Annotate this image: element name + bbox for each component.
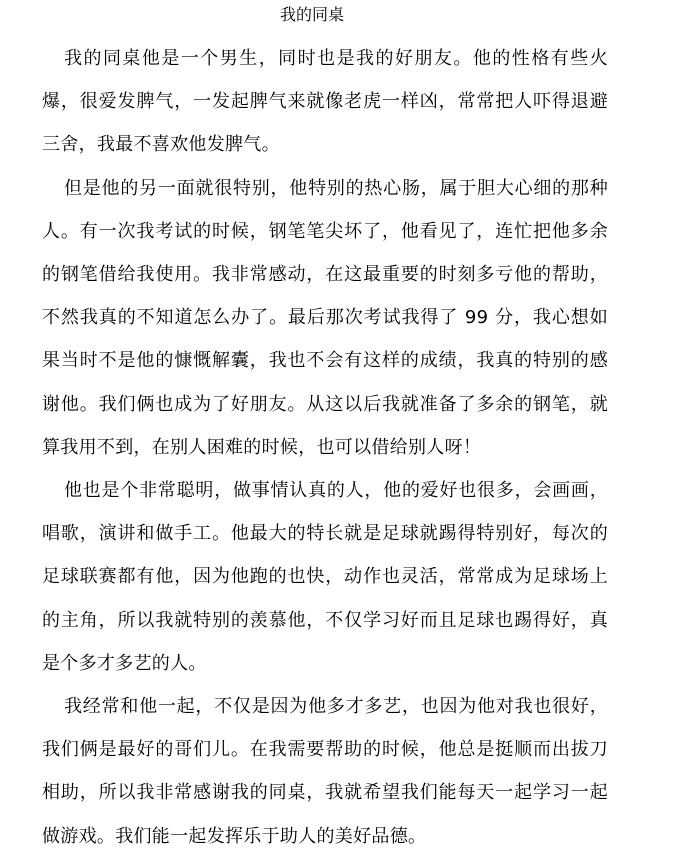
paragraph: 我经常和他一起，不仅是因为他多才多艺，也因为他对我也很好，我们俩是最好的哥们儿。在我需要帮助的时候，他总是挺顺而出拔刀相助，所以我非常感谢我的同桌，我就希望我们能每天一起学习一起做游戏。我们能一起发挥乐于助人的美好品德。 xyxy=(42,696,608,847)
paragraph: 他也是个非常聪明，做事情认真的人，他的爱好也很多，会画画，唱歌，演讲和做手工。他最大的特长就是足球就踢得特别好，每次的足球联赛都有他，因为他跑的也快，动作也灵活，常常成为足球场上的主角，所以我就特别的羡慕他，不仅学习好而且足球也踢得好，真是个多才多艺的人。 xyxy=(42,480,608,674)
document-body xyxy=(42,37,608,858)
paragraph: 但是他的另一面就很特别，他特别的热心肠，属于胆大心细的那种人。有一次我考试的时候，钢笔笔尖坏了，他看见了，连忙把他多余的钢笔借给我使用。我非常感动，在这最重要的时刻多亏他的帮助，不然我真的不知道怎么办了。最后那次考试我得了 99 分，我心想如果当时不是他的慷慨解囊，我也不会有这样的成绩，我真的特别的感谢他。我们俩也成为了好朋友。从这以后我就准备了多余的钢笔，就算我用不到，在别人困难的时候，也可以借给别人呀！ xyxy=(42,177,608,458)
paragraph: 我的同桌他是一个男生，同时也是我的好朋友。他的性格有些火爆，很爱发脾气，一发起脾气来就像老虎一样凶，常常把人吓得退避三舍，我最不喜欢他发脾气。 xyxy=(42,48,608,156)
document-title: 我的同桌 xyxy=(279,5,344,24)
